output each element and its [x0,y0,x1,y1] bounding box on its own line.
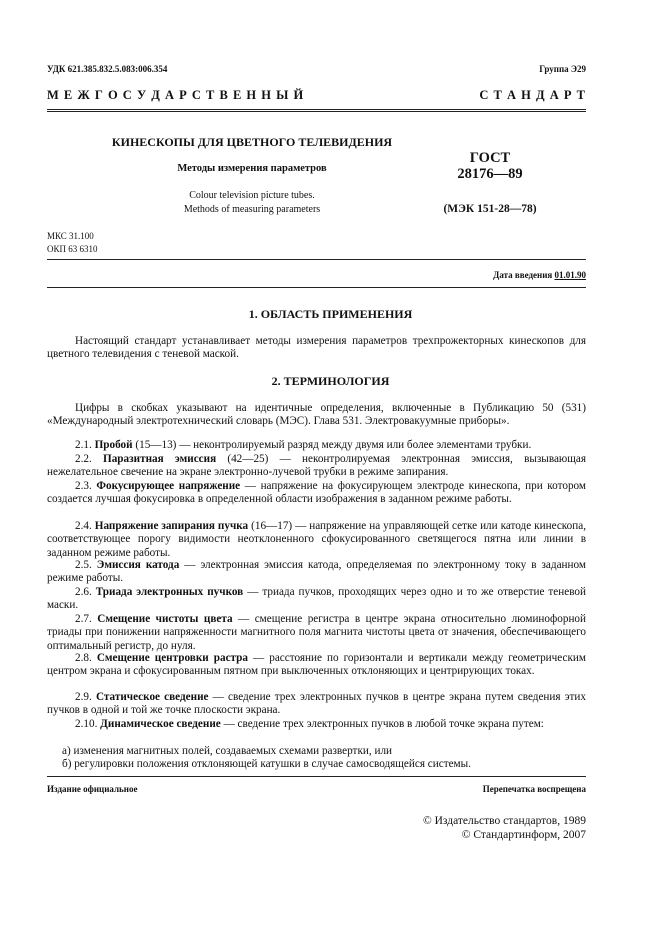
gost-label: ГОСТ [469,150,511,166]
term-2-8: 2.8. Смещение центровки растра — расстояние по горизонтали и вертикали между геометрическим центром экрана и сфокусированным пятном при выключенных отклоняющих и центрирующих токах. [47,652,587,678]
document-subtitle: Методы измерения параметров [177,163,327,174]
standard-heading-right: С Т А Н Д А Р Т [479,88,586,102]
term-2-2: 2.2. Паразитная эмиссия (42—25) — неконтролируемая электронная эмиссия, вызывающая нежелательное свечение на экране электронно-лучевой трубки в режиме запирания. [47,453,587,479]
term-2-6-name: Триада электронных пучков [95,586,244,598]
term-2-3: 2.3. Фокусирующее напряжение — напряжение на фокусирующем электроде кинескопа, при котором создается лучшая фокусировка в определенной области изображения в заданном режиме работы. [47,480,586,506]
term-2-9-name: Статическое сведение [95,691,209,703]
term-2-9: 2.9. Статическое сведение — сведение трех электронных пучков в центре экрана путем сведения этих пучков в одной и той же точке плоскости экрана. [47,691,586,717]
date-rule [47,287,586,288]
term-2-4-name: Напряжение запирания пучка [94,520,249,532]
section-2-intro: Цифры в скобках указывают на идентичные определения, включенные в Публикацию 50 (531) «Международный электротехнический словарь (МЭС). Глава 531. Электровакуумные приборы». [47,402,586,428]
section-2-title: 2. ТЕРМИНОЛОГИЯ [271,374,390,388]
codes-rule [47,259,586,260]
footer-rule [47,776,586,777]
term-2-1-name: Пробой [94,439,133,451]
reprint-label: Перепечатка воспрещена [482,784,586,794]
term-2-5-name: Эмиссия катода [96,559,180,571]
copyright-1989: © Издательство стандартов, 1989 [422,815,586,827]
document-title: КИНЕСКОПЫ ДЛЯ ЦВЕТНОГО ТЕЛЕВИДЕНИЯ [111,135,393,149]
section-1-text: Настоящий стандарт устанавливает методы измерения параметров трехпрожекторных кинескопов для цветного телевидения с теневой маской. [47,335,586,361]
okp-code: ОКП 63 6310 [47,244,98,254]
standard-heading-left: М Е Ж Г О С У Д А Р С Т В Е Н Н Ы Й [47,88,305,102]
intro-date [493,270,586,280]
term-2-4: 2.4. Напряжение запирания пучка (16—17) — напряжение на управляющей сетке или катоде кинескопа, соответствующее порогу видимости неотклоненного сфокусированного светящегося пятна или линии в заданном режиме работы. [47,520,586,559]
udk-code: УДК 621.385.832.5.083:006.354 [47,64,168,74]
gost-number: 28176—89 [457,166,523,182]
header-rule-bottom [47,111,586,112]
header-rule-top [47,109,586,110]
copyright-2007: © Стандартинформ, 2007 [461,829,586,841]
term-2-1: 2.1. Пробой (15—13) — неконтролируемый разряд между двумя или более элементами трубки. [75,439,532,451]
term-2-7-name: Смещение чистоты цвета [97,613,233,625]
section-1-title: 1. ОБЛАСТЬ ПРИМЕНЕНИЯ [248,307,413,321]
term-2-3-name: Фокусирующее напряжение [96,480,241,492]
term-2-10-name: Динамическое сведение [100,718,221,730]
english-title-line2: Methods of measuring parameters [183,204,321,215]
edition-label: Издание официальное [47,784,138,794]
term-2-6: 2.6. Триада электронных пучков — триада пучков, проходящих через одно и то же отверстие теневой маски. [47,586,587,612]
list-item-b: б) регулировки положения отклоняющей катушки в случае самосводящейся системы. [62,758,471,770]
iec-number: (МЭК 151-28—78) [443,203,537,215]
english-title-line1: Colour television picture tubes. [189,190,315,201]
term-2-8-name: Смещение центровки растра [96,652,248,664]
list-item-a: а) изменения магнитных полей, создаваемых схемами развертки, или [62,745,393,757]
intro-date-value: 01.01.90 [554,270,586,280]
term-2-5: 2.5. Эмиссия катода — электронная эмиссия катода, определяемая по электронному току в заданном режиме работы. [47,559,586,585]
term-2-10: 2.10. Динамическое сведение — сведение трех электронных пучков в любой точке экрана путем: [75,718,544,730]
group-code: Группа Э29 [539,64,586,74]
mks-code: МКС 31.100 [47,231,94,241]
intro-date-label: Дата введения [493,270,553,280]
term-2-7: 2.7. Смещение чистоты цвета — смещение регистра в центре экрана относительно люминофорной триады при понижении напряженности магнитного поля магнита чистоты цвета от значения, обеспечивающего оптимальный регистр, до нуля. [47,613,587,652]
term-2-2-name: Паразитная эмиссия [103,453,217,465]
